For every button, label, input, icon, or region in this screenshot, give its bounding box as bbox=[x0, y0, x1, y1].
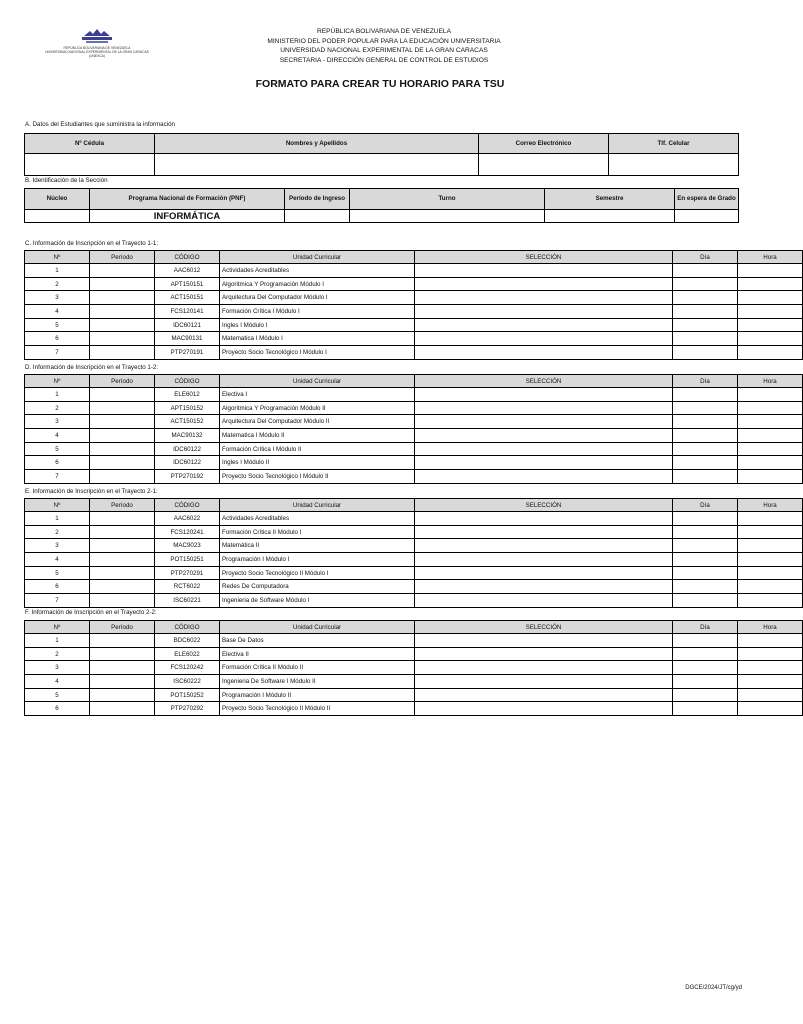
table-row bbox=[25, 647, 803, 661]
hora-field[interactable] bbox=[738, 277, 803, 291]
col-unidad-curricular: Unidad Curricular bbox=[220, 621, 415, 634]
row-number: 4 bbox=[25, 429, 90, 443]
col-seleccion: SELECCIÓN bbox=[415, 251, 673, 264]
unidad-curricular-cell: Ingles I Módulo I bbox=[220, 318, 415, 332]
table-row bbox=[25, 580, 803, 594]
row-number: 5 bbox=[25, 318, 90, 332]
dia-field[interactable] bbox=[673, 702, 738, 716]
col-seleccion: SELECCIÓN bbox=[415, 499, 673, 512]
table-row bbox=[25, 442, 803, 456]
dia-field[interactable] bbox=[673, 264, 738, 278]
cedula-field[interactable] bbox=[25, 154, 155, 176]
semestre-field[interactable] bbox=[545, 210, 675, 223]
row-number: 7 bbox=[25, 470, 90, 484]
dia-field[interactable] bbox=[673, 291, 738, 305]
unidad-curricular-cell: Electiva II bbox=[220, 647, 415, 661]
table-row bbox=[25, 661, 803, 675]
periodo-field[interactable] bbox=[90, 346, 155, 360]
codigo-cell: BDC6022 bbox=[155, 634, 220, 648]
periodo-field[interactable] bbox=[90, 702, 155, 716]
seleccion-field[interactable] bbox=[415, 291, 673, 305]
hora-field[interactable] bbox=[738, 647, 803, 661]
periodo-field[interactable] bbox=[90, 634, 155, 648]
seleccion-field[interactable] bbox=[415, 442, 673, 456]
dia-field[interactable] bbox=[673, 553, 738, 567]
unidad-curricular-cell: Actividades Acreditables bbox=[220, 512, 415, 526]
student-data-table bbox=[24, 133, 739, 176]
row-number: 3 bbox=[25, 539, 90, 553]
periodo-field[interactable] bbox=[90, 318, 155, 332]
col-periodo: Período bbox=[90, 499, 155, 512]
seleccion-field[interactable] bbox=[415, 346, 673, 360]
correo-field[interactable] bbox=[479, 154, 609, 176]
unidad-curricular-cell: Formación Crítica II Módulo II bbox=[220, 661, 415, 675]
row-number: 1 bbox=[25, 388, 90, 402]
dia-field[interactable] bbox=[673, 401, 738, 415]
row-number: 3 bbox=[25, 415, 90, 429]
col-turno: Turno bbox=[350, 189, 545, 210]
document-code: DGCE/2024/JT/cg/yd bbox=[685, 985, 742, 991]
row-number: 7 bbox=[25, 346, 90, 360]
row-number: 4 bbox=[25, 553, 90, 567]
header-line: REPÚBLICA BOLIVARIANA DE VENEZUELA bbox=[317, 28, 451, 35]
seleccion-field[interactable] bbox=[415, 456, 673, 470]
hora-field[interactable] bbox=[738, 525, 803, 539]
row-number: 2 bbox=[25, 401, 90, 415]
table-row bbox=[25, 688, 803, 702]
unidad-curricular-cell: Ingles I Módulo II bbox=[220, 456, 415, 470]
dia-field[interactable] bbox=[673, 566, 738, 580]
col-periodo: Período bbox=[90, 621, 155, 634]
page-title: FORMATO PARA CREAR TU HORARIO PARA TSU bbox=[255, 78, 505, 90]
codigo-cell: IDC60121 bbox=[155, 318, 220, 332]
unidad-curricular-cell: Actividades Acreditables bbox=[220, 264, 415, 278]
periodo-field[interactable] bbox=[90, 388, 155, 402]
table-row bbox=[25, 277, 803, 291]
trayecto-label: E. Información de Inscripción en el Trayecto 2-1: bbox=[25, 488, 158, 495]
row-number: 5 bbox=[25, 566, 90, 580]
col-numero: Nº bbox=[25, 251, 90, 264]
dia-field[interactable] bbox=[673, 539, 738, 553]
hora-field[interactable] bbox=[738, 661, 803, 675]
seleccion-field[interactable] bbox=[415, 702, 673, 716]
dia-field[interactable] bbox=[673, 277, 738, 291]
row-number: 3 bbox=[25, 291, 90, 305]
periodo-field[interactable] bbox=[90, 277, 155, 291]
trayecto-table bbox=[24, 250, 803, 360]
hora-field[interactable] bbox=[738, 429, 803, 443]
col-dia: Día bbox=[673, 375, 738, 388]
hora-field[interactable] bbox=[738, 580, 803, 594]
dia-field[interactable] bbox=[673, 442, 738, 456]
periodo-field[interactable] bbox=[90, 553, 155, 567]
section-id-table bbox=[24, 188, 739, 223]
unidad-curricular-cell: Algoritmica Y Programación Módulo I bbox=[220, 277, 415, 291]
seleccion-field[interactable] bbox=[415, 661, 673, 675]
table-row bbox=[25, 456, 803, 470]
col-hora: Hora bbox=[738, 499, 803, 512]
row-number: 6 bbox=[25, 580, 90, 594]
seleccion-field[interactable] bbox=[415, 675, 673, 689]
trayecto-label: C. Información de Inscripción en el Trayecto 1-1: bbox=[25, 240, 159, 247]
col-numero: Nº bbox=[25, 375, 90, 388]
row-number: 1 bbox=[25, 512, 90, 526]
unexca-logo bbox=[38, 26, 156, 62]
col-cedula: Nº Cédula bbox=[25, 134, 155, 154]
unidad-curricular-cell: Arquitectura Del Computador Módulo II bbox=[220, 415, 415, 429]
hora-field[interactable] bbox=[738, 512, 803, 526]
codigo-cell: MAC90131 bbox=[155, 332, 220, 346]
seleccion-field[interactable] bbox=[415, 553, 673, 567]
codigo-cell: ACT150152 bbox=[155, 415, 220, 429]
col-nombres: Nombres y Apellidos bbox=[155, 134, 479, 154]
periodo-field[interactable] bbox=[90, 661, 155, 675]
seleccion-field[interactable] bbox=[415, 512, 673, 526]
row-number: 7 bbox=[25, 594, 90, 608]
hora-field[interactable] bbox=[738, 318, 803, 332]
row-number: 2 bbox=[25, 525, 90, 539]
hora-field[interactable] bbox=[738, 264, 803, 278]
unidad-curricular-cell: Arquitectura Del Computador Módulo I bbox=[220, 291, 415, 305]
table-row bbox=[25, 332, 803, 346]
periodo-field[interactable] bbox=[90, 456, 155, 470]
table-row bbox=[25, 470, 803, 484]
seleccion-field[interactable] bbox=[415, 539, 673, 553]
codigo-cell: PTP270191 bbox=[155, 346, 220, 360]
table-row bbox=[25, 401, 803, 415]
periodo-field[interactable] bbox=[90, 512, 155, 526]
table-row bbox=[25, 634, 803, 648]
periodo-field[interactable] bbox=[90, 566, 155, 580]
col-codigo: CÓDIGO bbox=[155, 251, 220, 264]
seleccion-field[interactable] bbox=[415, 415, 673, 429]
codigo-cell: FCS120141 bbox=[155, 305, 220, 319]
col-hora: Hora bbox=[738, 621, 803, 634]
telefono-field[interactable] bbox=[609, 154, 739, 176]
row-number: 6 bbox=[25, 332, 90, 346]
periodo-field[interactable] bbox=[90, 305, 155, 319]
seleccion-field[interactable] bbox=[415, 525, 673, 539]
periodo-field[interactable] bbox=[90, 525, 155, 539]
dia-field[interactable] bbox=[673, 456, 738, 470]
col-numero: Nº bbox=[25, 499, 90, 512]
col-codigo: CÓDIGO bbox=[155, 375, 220, 388]
codigo-cell: PTP270292 bbox=[155, 702, 220, 716]
col-periodo: Período bbox=[90, 251, 155, 264]
hora-field[interactable] bbox=[738, 594, 803, 608]
col-codigo: CÓDIGO bbox=[155, 621, 220, 634]
codigo-cell: POT150251 bbox=[155, 553, 220, 567]
seleccion-field[interactable] bbox=[415, 401, 673, 415]
table-row bbox=[25, 291, 803, 305]
unidad-curricular-cell: Matematica I Módulo I bbox=[220, 332, 415, 346]
dia-field[interactable] bbox=[673, 647, 738, 661]
periodo-ingreso-field[interactable] bbox=[285, 210, 350, 223]
dia-field[interactable] bbox=[673, 634, 738, 648]
periodo-field[interactable] bbox=[90, 291, 155, 305]
table-row bbox=[25, 305, 803, 319]
hora-field[interactable] bbox=[738, 688, 803, 702]
row-number: 4 bbox=[25, 675, 90, 689]
row-number: 6 bbox=[25, 702, 90, 716]
table-row bbox=[25, 553, 803, 567]
unidad-curricular-cell: Algoritmica Y Programación Módulo II bbox=[220, 401, 415, 415]
codigo-cell: ELE6022 bbox=[155, 647, 220, 661]
table-row bbox=[25, 566, 803, 580]
espera-grado-field[interactable] bbox=[675, 210, 739, 223]
codigo-cell: PTP270291 bbox=[155, 566, 220, 580]
unidad-curricular-cell: Programación I Módulo I bbox=[220, 553, 415, 567]
periodo-field[interactable] bbox=[90, 675, 155, 689]
hora-field[interactable] bbox=[738, 291, 803, 305]
hora-field[interactable] bbox=[738, 442, 803, 456]
unidad-curricular-cell: Formación Crítica I Módulo II bbox=[220, 442, 415, 456]
table-row bbox=[25, 594, 803, 608]
unidad-curricular-cell: Proyecto Socio Tecnológico I Módulo I bbox=[220, 346, 415, 360]
codigo-cell: POT150252 bbox=[155, 688, 220, 702]
unidad-curricular-cell: Redes De Computadora bbox=[220, 580, 415, 594]
unidad-curricular-cell: Programación I Módulo II bbox=[220, 688, 415, 702]
seleccion-field[interactable] bbox=[415, 647, 673, 661]
unidad-curricular-cell: Proyecto Socio Tecnológico I Módulo II bbox=[220, 470, 415, 484]
codigo-cell: AAC6022 bbox=[155, 512, 220, 526]
row-number: 3 bbox=[25, 661, 90, 675]
col-hora: Hora bbox=[738, 375, 803, 388]
col-seleccion: SELECCIÓN bbox=[415, 621, 673, 634]
seleccion-field[interactable] bbox=[415, 470, 673, 484]
seleccion-field[interactable] bbox=[415, 332, 673, 346]
codigo-cell: ISC60221 bbox=[155, 594, 220, 608]
hora-field[interactable] bbox=[738, 346, 803, 360]
table-row bbox=[25, 702, 803, 716]
row-number: 1 bbox=[25, 634, 90, 648]
dia-field[interactable] bbox=[673, 594, 738, 608]
col-dia: Día bbox=[673, 499, 738, 512]
col-unidad-curricular: Unidad Curricular bbox=[220, 499, 415, 512]
nombres-field[interactable] bbox=[155, 154, 479, 176]
seleccion-field[interactable] bbox=[415, 688, 673, 702]
codigo-cell: FCS120242 bbox=[155, 661, 220, 675]
periodo-field[interactable] bbox=[90, 264, 155, 278]
col-espera-grado: En espera de Grado bbox=[675, 189, 739, 210]
row-number: 4 bbox=[25, 305, 90, 319]
codigo-cell: PTP270192 bbox=[155, 470, 220, 484]
unidad-curricular-cell: Matematica I Módulo II bbox=[220, 429, 415, 443]
dia-field[interactable] bbox=[673, 688, 738, 702]
col-periodo: Período bbox=[90, 375, 155, 388]
codigo-cell: FCS120241 bbox=[155, 525, 220, 539]
seleccion-field[interactable] bbox=[415, 580, 673, 594]
row-number: 6 bbox=[25, 456, 90, 470]
row-number: 2 bbox=[25, 277, 90, 291]
row-number: 5 bbox=[25, 442, 90, 456]
codigo-cell: APT150152 bbox=[155, 401, 220, 415]
periodo-field[interactable] bbox=[90, 580, 155, 594]
table-row bbox=[25, 318, 803, 332]
dia-field[interactable] bbox=[673, 415, 738, 429]
dia-field[interactable] bbox=[673, 675, 738, 689]
seleccion-field[interactable] bbox=[415, 305, 673, 319]
col-seleccion: SELECCIÓN bbox=[415, 375, 673, 388]
codigo-cell: RCT6022 bbox=[155, 580, 220, 594]
row-number: 2 bbox=[25, 647, 90, 661]
table-row bbox=[25, 512, 803, 526]
codigo-cell: ELE6012 bbox=[155, 388, 220, 402]
codigo-cell: ISC60222 bbox=[155, 675, 220, 689]
periodo-field[interactable] bbox=[90, 442, 155, 456]
dia-field[interactable] bbox=[673, 580, 738, 594]
seleccion-field[interactable] bbox=[415, 566, 673, 580]
turno-field[interactable] bbox=[350, 210, 545, 223]
logo-caption: REPÚBLICA BOLIVARIANA DE VENEZUELA UNIVERSIDAD NACIONAL EXPERIMENTAL DE LA GRAN CARACAS (UNEXCA) bbox=[45, 46, 149, 58]
section-a-label: A. Datos del Estudiantes que suministra la información bbox=[25, 121, 175, 128]
periodo-field[interactable] bbox=[90, 594, 155, 608]
codigo-cell: APT150151 bbox=[155, 277, 220, 291]
hora-field[interactable] bbox=[738, 539, 803, 553]
periodo-field[interactable] bbox=[90, 539, 155, 553]
hora-field[interactable] bbox=[738, 401, 803, 415]
row-number: 5 bbox=[25, 688, 90, 702]
seleccion-field[interactable] bbox=[415, 429, 673, 443]
hora-field[interactable] bbox=[738, 415, 803, 429]
trayecto-table bbox=[24, 498, 803, 608]
periodo-field[interactable] bbox=[90, 332, 155, 346]
institution-header bbox=[200, 27, 568, 65]
hora-field[interactable] bbox=[738, 566, 803, 580]
codigo-cell: MAC90132 bbox=[155, 429, 220, 443]
table-row bbox=[25, 525, 803, 539]
seleccion-field[interactable] bbox=[415, 318, 673, 332]
table-row bbox=[25, 539, 803, 553]
col-periodo-ingreso: Período de Ingreso bbox=[285, 189, 350, 210]
dia-field[interactable] bbox=[673, 388, 738, 402]
periodo-field[interactable] bbox=[90, 415, 155, 429]
nucleo-field[interactable] bbox=[25, 210, 90, 223]
dia-field[interactable] bbox=[673, 525, 738, 539]
dia-field[interactable] bbox=[673, 305, 738, 319]
header-line: SECRETARIA - DIRECCIÓN GENERAL DE CONTROL DE ESTUDIOS bbox=[279, 56, 489, 64]
periodo-field[interactable] bbox=[90, 688, 155, 702]
table-row bbox=[25, 415, 803, 429]
table-row bbox=[25, 429, 803, 443]
hora-field[interactable] bbox=[738, 305, 803, 319]
dia-field[interactable] bbox=[673, 318, 738, 332]
col-hora: Hora bbox=[738, 251, 803, 264]
col-telefono: Tlf. Celular bbox=[609, 134, 739, 154]
trayecto-label: F. Información de Inscripción en el Trayecto 2-2: bbox=[25, 609, 157, 616]
table-row bbox=[25, 675, 803, 689]
dia-field[interactable] bbox=[673, 332, 738, 346]
codigo-cell: IDC60122 bbox=[155, 456, 220, 470]
dia-field[interactable] bbox=[673, 470, 738, 484]
hora-field[interactable] bbox=[738, 553, 803, 567]
unidad-curricular-cell: Electiva I bbox=[220, 388, 415, 402]
periodo-field[interactable] bbox=[90, 470, 155, 484]
unidad-curricular-cell: Base De Datos bbox=[220, 634, 415, 648]
hora-field[interactable] bbox=[738, 702, 803, 716]
seleccion-field[interactable] bbox=[415, 388, 673, 402]
seleccion-field[interactable] bbox=[415, 634, 673, 648]
unidad-curricular-cell: Formación Crítica II Módulo I bbox=[220, 525, 415, 539]
row-number: 1 bbox=[25, 264, 90, 278]
unexca-logo-icon bbox=[38, 26, 156, 46]
periodo-field[interactable] bbox=[90, 647, 155, 661]
codigo-cell: AAC6012 bbox=[155, 264, 220, 278]
unidad-curricular-cell: Proyecto Socio Tecnológico II Módulo II bbox=[220, 702, 415, 716]
seleccion-field[interactable] bbox=[415, 277, 673, 291]
codigo-cell: ACT150151 bbox=[155, 291, 220, 305]
unidad-curricular-cell: Proyecto Socio Tecnológico II Módulo I bbox=[220, 566, 415, 580]
hora-field[interactable] bbox=[738, 388, 803, 402]
col-semestre: Semestre bbox=[545, 189, 675, 210]
col-pnf: Programa Nacional de Formación (PNF) bbox=[90, 189, 285, 210]
trayecto-label: D. Información de Inscripción en el Trayecto 1-2: bbox=[25, 364, 159, 371]
col-numero: Nº bbox=[25, 621, 90, 634]
seleccion-field[interactable] bbox=[415, 264, 673, 278]
hora-field[interactable] bbox=[738, 332, 803, 346]
pnf-value: INFORMÁTICA bbox=[90, 210, 285, 223]
col-nucleo: Núcleo bbox=[25, 189, 90, 210]
header-line: MINISTERIO DEL PODER POPULAR PARA LA EDUCACIÓN UNIVERSITARIA bbox=[267, 37, 501, 45]
codigo-cell: MAC9023 bbox=[155, 539, 220, 553]
dia-field[interactable] bbox=[673, 661, 738, 675]
col-unidad-curricular: Unidad Curricular bbox=[220, 375, 415, 388]
hora-field[interactable] bbox=[738, 675, 803, 689]
dia-field[interactable] bbox=[673, 512, 738, 526]
col-correo: Correo Electrónico bbox=[479, 134, 609, 154]
seleccion-field[interactable] bbox=[415, 594, 673, 608]
periodo-field[interactable] bbox=[90, 429, 155, 443]
col-unidad-curricular: Unidad Curricular bbox=[220, 251, 415, 264]
table-row bbox=[25, 264, 803, 278]
dia-field[interactable] bbox=[673, 346, 738, 360]
hora-field[interactable] bbox=[738, 456, 803, 470]
unidad-curricular-cell: Matemática II bbox=[220, 539, 415, 553]
trayecto-table bbox=[24, 374, 803, 484]
col-dia: Día bbox=[673, 621, 738, 634]
periodo-field[interactable] bbox=[90, 401, 155, 415]
table-row bbox=[25, 346, 803, 360]
hora-field[interactable] bbox=[738, 634, 803, 648]
table-row bbox=[25, 388, 803, 402]
col-codigo: CÓDIGO bbox=[155, 499, 220, 512]
col-dia: Día bbox=[673, 251, 738, 264]
dia-field[interactable] bbox=[673, 429, 738, 443]
unidad-curricular-cell: Ingenieria De Software I Módulo II bbox=[220, 675, 415, 689]
hora-field[interactable] bbox=[738, 470, 803, 484]
unidad-curricular-cell: Formación Crítica I Módulo I bbox=[220, 305, 415, 319]
section-b-label: B. Identificación de la Sección bbox=[25, 177, 108, 184]
header-line: UNIVERSIDAD NACIONAL EXPERIMENTAL DE LA GRAN CARACAS bbox=[280, 47, 488, 54]
unidad-curricular-cell: Ingenieria de Software Módulo I bbox=[220, 594, 415, 608]
trayecto-table bbox=[24, 620, 803, 716]
codigo-cell: IDC60122 bbox=[155, 442, 220, 456]
